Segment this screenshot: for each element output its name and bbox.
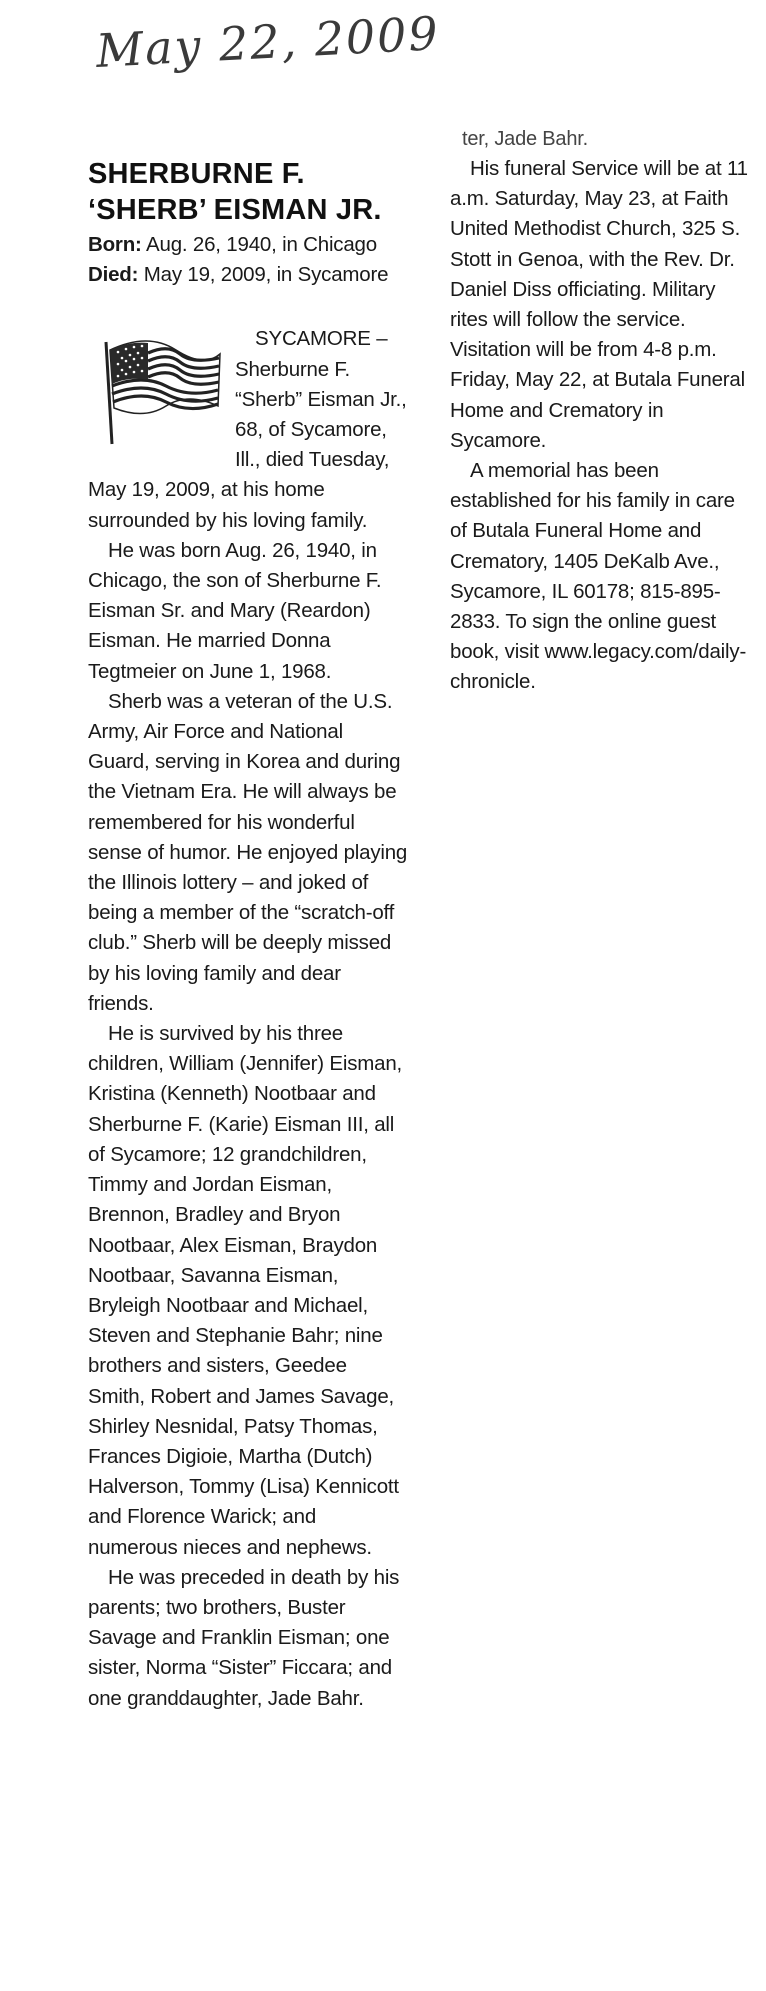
died-line [88, 260, 408, 290]
paragraph-preceded: He was preceded in death by his parents; two brothers, Buster Savage and Franklin Eisman; one sister, Norma “Sister” Ficcara; and one granddaughter, Jade Bahr. [88, 1565, 400, 1710]
paragraph-veteran: Sherb was a veteran of the U.S. Army, Air Force and National Guard, serving in Korea and during the Vietnam Era. He will always be remembered for his wonderful sense of humor. He enjoyed playing the Illinois lottery – and joked of being a member of the “scratch-off club.” Sherb will be deeply missed by his loving family and dear friends. [88, 689, 408, 1015]
died-label: Died: [88, 263, 139, 287]
obituary-body [88, 324, 408, 1713]
handwritten-date: May 22, 2009 [94, 6, 441, 78]
paragraph-memorial: A memorial has been established for his family in care of Butala Funeral Home and Crematory, 1405 DeKalb Ave., Sycamore, IL 60178; 815-895-2833. To sign the online guest book, visit www.legacy.com/daily-chronicle. [450, 459, 747, 694]
headline-line-1: SHERBURNE F. [88, 158, 305, 190]
dateline: SYCAMORE – [255, 327, 388, 351]
paragraph-survivors: He is survived by his three children, William (Jennifer) Eisman, Kristina (Kenneth) Nootbaar and Sherburne F. (Karie) Eisman III, all of Sycamore; 12 grandchildren, Timmy and Jordan Eisman, Brennon, Bradley and Bryon Nootbaar, Alex Eisman, Braydon Nootbaar, Savanna Eisman, Bryleigh Nootbaar and Michael, Steven and Stephanie Bahr; nine brothers and sisters, Geedee Smith, Robert and James Savage, Shirley Nesnidal, Patsy Thomas, Frances Digioie, Martha (Dutch) Halverson, Tommy (Lisa) Kennicott and Florence Warick; and numerous nieces and nephews. [88, 1022, 403, 1559]
died-value: May 19, 2009, in Sycamore [143, 263, 389, 287]
born-value: Aug. 26, 1940, in Chicago [146, 233, 377, 256]
born-label: Born: [88, 233, 142, 256]
first-paragraph: Sherburne F. “Sherb” Eisman Jr., 68, of Sycamore, Ill., died Tuesday, May 19, 2009, at his home surrounded by his loving family. [88, 357, 407, 532]
headline-line-2: ‘SHERB’ EISMAN JR. [88, 194, 382, 226]
obituary-right-column [450, 128, 750, 698]
obituary-headline [88, 156, 408, 228]
american-flag-icon [88, 328, 223, 446]
cutoff-text: ter, Jade Bahr. [462, 128, 588, 150]
cutoff-line [450, 128, 750, 154]
obituary-left-column [88, 156, 408, 1714]
paragraph-birth: He was born Aug. 26, 1940, in Chicago, the son of Sherburne F. Eisman Sr. and Mary (Reardon) Eisman. He married Donna Tegtmeier on June 1, 1968. [88, 538, 382, 683]
dateline-block [88, 324, 408, 535]
born-line [88, 230, 408, 260]
paragraph-funeral: His funeral Service will be at 11 a.m. Saturday, May 23, at Faith United Methodist Church, 325 S. Stott in Genoa, with the Rev. Dr. Daniel Diss officiating. Military rites will follow the service. Visitation will be from 4-8 p.m. Friday, May 22, at Butala Funeral Home and Crematory in Sycamore. [450, 157, 748, 452]
